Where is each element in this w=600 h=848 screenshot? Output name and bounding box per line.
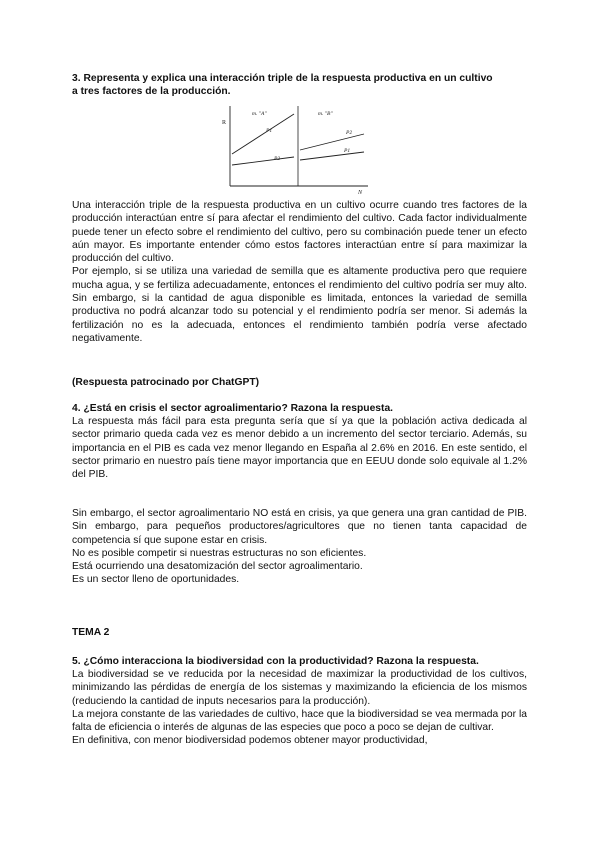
- figure-panel-a-lower-label: P2: [274, 156, 281, 162]
- q4-heading: 4. ¿Está en crisis el sector agroalimentario? Razona la respuesta.: [72, 403, 394, 414]
- q4-answer-rest: [72, 507, 527, 587]
- q5-heading: 5. ¿Cómo interacciona la biodiversidad con la productividad? Razona la respuesta.: [72, 656, 479, 667]
- q3-heading-line-1: 3. Representa y explica una interacción triple de la respuesta productiva en un cultivo: [72, 73, 493, 84]
- q3-heading-line-2: a tres factores de la producción.: [72, 86, 231, 98]
- q3-answer: [72, 199, 527, 345]
- figure-panel-a-upper-label: P1: [266, 128, 273, 134]
- figure-panel-b-upper-line: [300, 134, 364, 150]
- figure-panel-b-lower-line: [300, 152, 364, 160]
- figure-x-label: N: [358, 190, 363, 194]
- section-title: TEMA 2: [72, 627, 110, 638]
- q5-paragraph-1: La biodiversidad se ve reducida por la necesidad de maximizar la productividad de los cultivos, minimizando las pérdidas de energía de los sistemas y maximizando la eficiencia de los mismos (reduciendo la cantidad de inputs necesarios para la producción).: [72, 669, 527, 707]
- figure-panel-a-upper-line: [232, 114, 294, 154]
- q4-line-5: Es un sector lleno de oportunidades.: [72, 574, 240, 586]
- figure-panel-b-label: m. "B": [318, 111, 333, 117]
- q4-paragraph-2: Sin embargo, el sector agroalimentario NO está en crisis, ya que genera una gran cantidad de PIB. Sin embargo, para pequeños productores/agricultores que no tienen tanta capacidad de competencia sí que supone estar en crisis.: [72, 508, 527, 546]
- q5-line-3: En definitiva, con menor biodiversidad podemos obtener mayor productividad,: [72, 735, 428, 747]
- figure-panel-a-lower-line: [232, 157, 294, 165]
- figure-panel-b-upper-label: P2: [346, 130, 353, 136]
- q3-heading: [72, 72, 527, 99]
- q3-sponsor-note: (Respuesta patrocinado por ChatGPT): [72, 377, 260, 388]
- q4-paragraph-1-text: La respuesta más fácil para esta pregunta sería que sí ya que la población activa dedicada al sector primario queda cada vez es menor debido a un incremento del sector terciario. Además, su importancia en el PIB es cada vez menor llegando en España al 2.6% en 2016. En este sentido, el sector primario en nuestro país tiene mayor importancia que en EEUU donde solo equivale al 1.2% del PIB.: [72, 416, 527, 481]
- figure-panel-a-label: m. "A": [252, 111, 267, 117]
- interaction-figure: [218, 102, 374, 194]
- q5-paragraph-2: La mejora constante de las variedades de cultivo, hace que la biodiversidad se vea mermada por la falta de eficiencia o interés de algunas de las especies que poco a poco se dejan de cultivar.: [72, 708, 527, 734]
- figure-y-label: R: [222, 120, 227, 126]
- q5-answer: [72, 668, 527, 748]
- q3-paragraph-2: Por ejemplo, si se utiliza una variedad de semilla que es altamente productiva pero que requiere mucha agua, y se fertiliza adecuadamente, entonces el rendimiento del cultivo podría ser muy alto. Sin embargo, si la cantidad de agua disponible es limitada, entonces la variedad de semilla productiva no podrá alcanzar todo su potencial y el rendimiento podría ser menor. Si además la fertilización no es la adecuada, entonces el rendimiento también podría verse afectado negativamente.: [72, 266, 527, 344]
- figure-panel-b-lower-label: P1: [344, 148, 351, 154]
- q4-line-4: Está ocurriendo una desatomización del sector agroalimentario.: [72, 561, 363, 573]
- q4-line-3: No es posible competir si nuestras estructuras no son eficientes.: [72, 547, 367, 559]
- q4-paragraph-1: [72, 415, 527, 481]
- q3-paragraph-1: Una interacción triple de la respuesta productiva en un cultivo ocurre cuando tres factores de la producción interactúan entre sí para afectar el rendimiento del cultivo. Cada factor individualmente puede tener un efecto sobre el rendimiento del cultivo, pero su combinación puede tener un efecto aún mayor. Es importante entender cómo estos factores interactúan entre sí para maximizar la producción del cultivo.: [72, 200, 527, 265]
